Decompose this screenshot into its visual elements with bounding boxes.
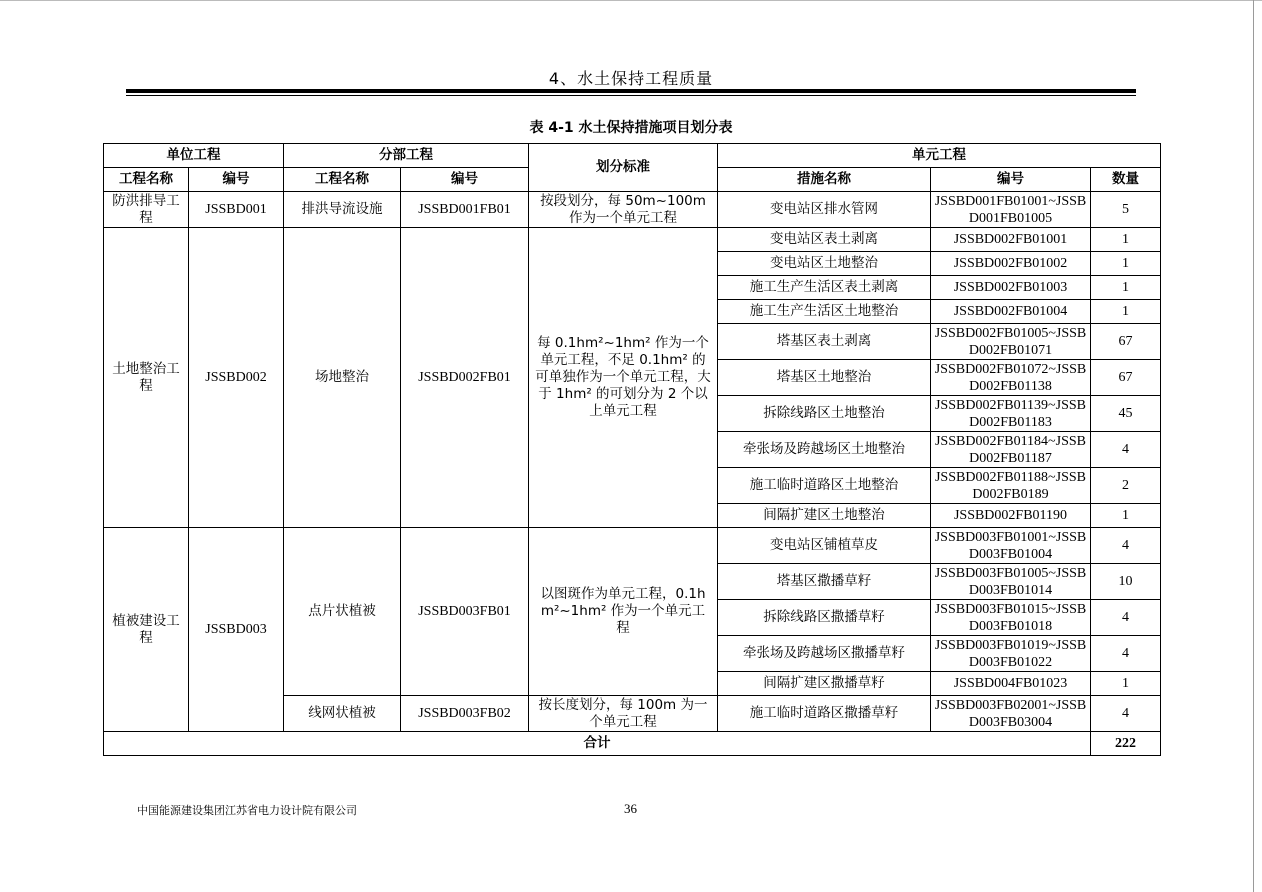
page-top-edge (0, 0, 1262, 1)
division-code-cell: JSSBD001FB01 (401, 192, 529, 228)
division-code-cell: JSSBD003FB01 (401, 528, 529, 696)
element-code-cell: JSSBD003FB01019~JSSBD003FB01022 (931, 636, 1091, 672)
count-cell: 4 (1091, 600, 1161, 636)
criterion-cell: 以图斑作为单元工程，0.1hm²~1hm² 作为一个单元工程 (529, 528, 718, 696)
header-element: 单元工程 (718, 144, 1161, 168)
division-name-cell: 排洪导流设施 (284, 192, 401, 228)
element-code-cell: JSSBD002FB01003 (931, 276, 1091, 300)
measure-cell: 变电站区土地整治 (718, 252, 931, 276)
count-cell: 67 (1091, 360, 1161, 396)
measure-cell: 拆除线路区土地整治 (718, 396, 931, 432)
count-cell: 1 (1091, 504, 1161, 528)
measure-cell: 变电站区铺植草皮 (718, 528, 931, 564)
division-code-cell: JSSBD002FB01 (401, 228, 529, 528)
header-elem-code: 编号 (931, 168, 1091, 192)
element-code-cell: JSSBD002FB01139~JSSBD002FB01183 (931, 396, 1091, 432)
element-code-cell: JSSBD003FB01005~JSSBD003FB01014 (931, 564, 1091, 600)
table-row (104, 228, 1161, 252)
measure-cell: 塔基区撒播草籽 (718, 564, 931, 600)
count-cell: 4 (1091, 636, 1161, 672)
header-rule-thick (126, 89, 1136, 93)
measure-cell: 间隔扩建区撒播草籽 (718, 672, 931, 696)
header-count: 数量 (1091, 168, 1161, 192)
measure-cell: 施工临时道路区土地整治 (718, 468, 931, 504)
table-row (104, 192, 1161, 228)
measure-cell: 间隔扩建区土地整治 (718, 504, 931, 528)
measure-cell: 牵张场及跨越场区土地整治 (718, 432, 931, 468)
count-cell: 4 (1091, 696, 1161, 732)
division-name-cell: 线网状植被 (284, 696, 401, 732)
table-caption: 表 4-1 水土保持措施项目划分表 (529, 120, 733, 136)
criterion-cell: 按长度划分，每 100m 为一个单元工程 (529, 696, 718, 732)
element-code-cell: JSSBD001FB01001~JSSBD001FB01005 (931, 192, 1091, 228)
table-row (104, 528, 1161, 564)
header-criterion: 划分标准 (529, 144, 718, 192)
count-cell: 5 (1091, 192, 1161, 228)
section-header-title: 4、水土保持工程质量 (548, 69, 714, 88)
measure-cell: 施工生产生活区土地整治 (718, 300, 931, 324)
count-cell: 10 (1091, 564, 1161, 600)
count-cell: 4 (1091, 432, 1161, 468)
element-code-cell: JSSBD002FB01004 (931, 300, 1091, 324)
element-code-cell: JSSBD002FB01184~JSSBD002FB01187 (931, 432, 1091, 468)
header-measure: 措施名称 (718, 168, 931, 192)
measure-cell: 牵张场及跨越场区撒播草籽 (718, 636, 931, 672)
count-cell: 2 (1091, 468, 1161, 504)
unit-code-cell: JSSBD002 (189, 228, 284, 528)
element-code-cell: JSSBD002FB01005~JSSBD002FB01071 (931, 324, 1091, 360)
unit-name-cell: 土地整治工程 (104, 228, 189, 528)
group-header-row (104, 144, 1161, 168)
unit-code-cell: JSSBD003 (189, 528, 284, 732)
footer-page-number: 36 (624, 801, 637, 816)
element-code-cell: JSSBD003FB01015~JSSBD003FB01018 (931, 600, 1091, 636)
element-code-cell: JSSBD002FB01072~JSSBD002FB01138 (931, 360, 1091, 396)
count-cell: 1 (1091, 276, 1161, 300)
header-unit-code: 编号 (189, 168, 284, 192)
criterion-cell: 每 0.1hm²~1hm² 作为一个单元工程，不足 0.1hm² 的可单独作为一个单元工程，大于 1hm² 的可划分为 2 个以上单元工程 (529, 228, 718, 528)
measure-cell: 施工生产生活区表土剥离 (718, 276, 931, 300)
header-unit-name: 工程名称 (104, 168, 189, 192)
measure-cell: 拆除线路区撒播草籽 (718, 600, 931, 636)
header-division: 分部工程 (284, 144, 529, 168)
division-name-cell: 点片状植被 (284, 528, 401, 696)
count-cell: 45 (1091, 396, 1161, 432)
element-code-cell: JSSBD002FB01002 (931, 252, 1091, 276)
count-cell: 67 (1091, 324, 1161, 360)
measure-cell: 变电站区排水管网 (718, 192, 931, 228)
total-value: 222 (1091, 732, 1161, 756)
total-label: 合计 (104, 732, 1091, 756)
count-cell: 1 (1091, 672, 1161, 696)
measure-cell: 变电站区表土剥离 (718, 228, 931, 252)
header-rule-thin (126, 95, 1136, 96)
unit-name-cell: 防洪排导工程 (104, 192, 189, 228)
count-cell: 1 (1091, 300, 1161, 324)
element-code-cell: JSSBD003FB02001~JSSBD003FB03004 (931, 696, 1091, 732)
total-row (104, 732, 1161, 756)
count-cell: 1 (1091, 252, 1161, 276)
element-code-cell: JSSBD004FB01023 (931, 672, 1091, 696)
element-code-cell: JSSBD003FB01001~JSSBD003FB01004 (931, 528, 1091, 564)
division-code-cell: JSSBD003FB02 (401, 696, 529, 732)
unit-code-cell: JSSBD001 (189, 192, 284, 228)
measure-cell: 施工临时道路区撒播草籽 (718, 696, 931, 732)
count-cell: 1 (1091, 228, 1161, 252)
element-code-cell: JSSBD002FB01188~JSSBD002FB0189 (931, 468, 1091, 504)
footer-company: 中国能源建设集团江苏省电力设计院有限公司 (137, 804, 357, 817)
count-cell: 4 (1091, 528, 1161, 564)
element-code-cell: JSSBD002FB01190 (931, 504, 1091, 528)
measure-cell: 塔基区表土剥离 (718, 324, 931, 360)
element-code-cell: JSSBD002FB01001 (931, 228, 1091, 252)
division-name-cell: 场地整治 (284, 228, 401, 528)
header-unit: 单位工程 (104, 144, 284, 168)
division-table (103, 143, 1161, 756)
measure-cell: 塔基区土地整治 (718, 360, 931, 396)
unit-name-cell: 植被建设工程 (104, 528, 189, 732)
header-div-name: 工程名称 (284, 168, 401, 192)
criterion-cell: 按段划分，每 50m~100m 作为一个单元工程 (529, 192, 718, 228)
header-div-code: 编号 (401, 168, 529, 192)
